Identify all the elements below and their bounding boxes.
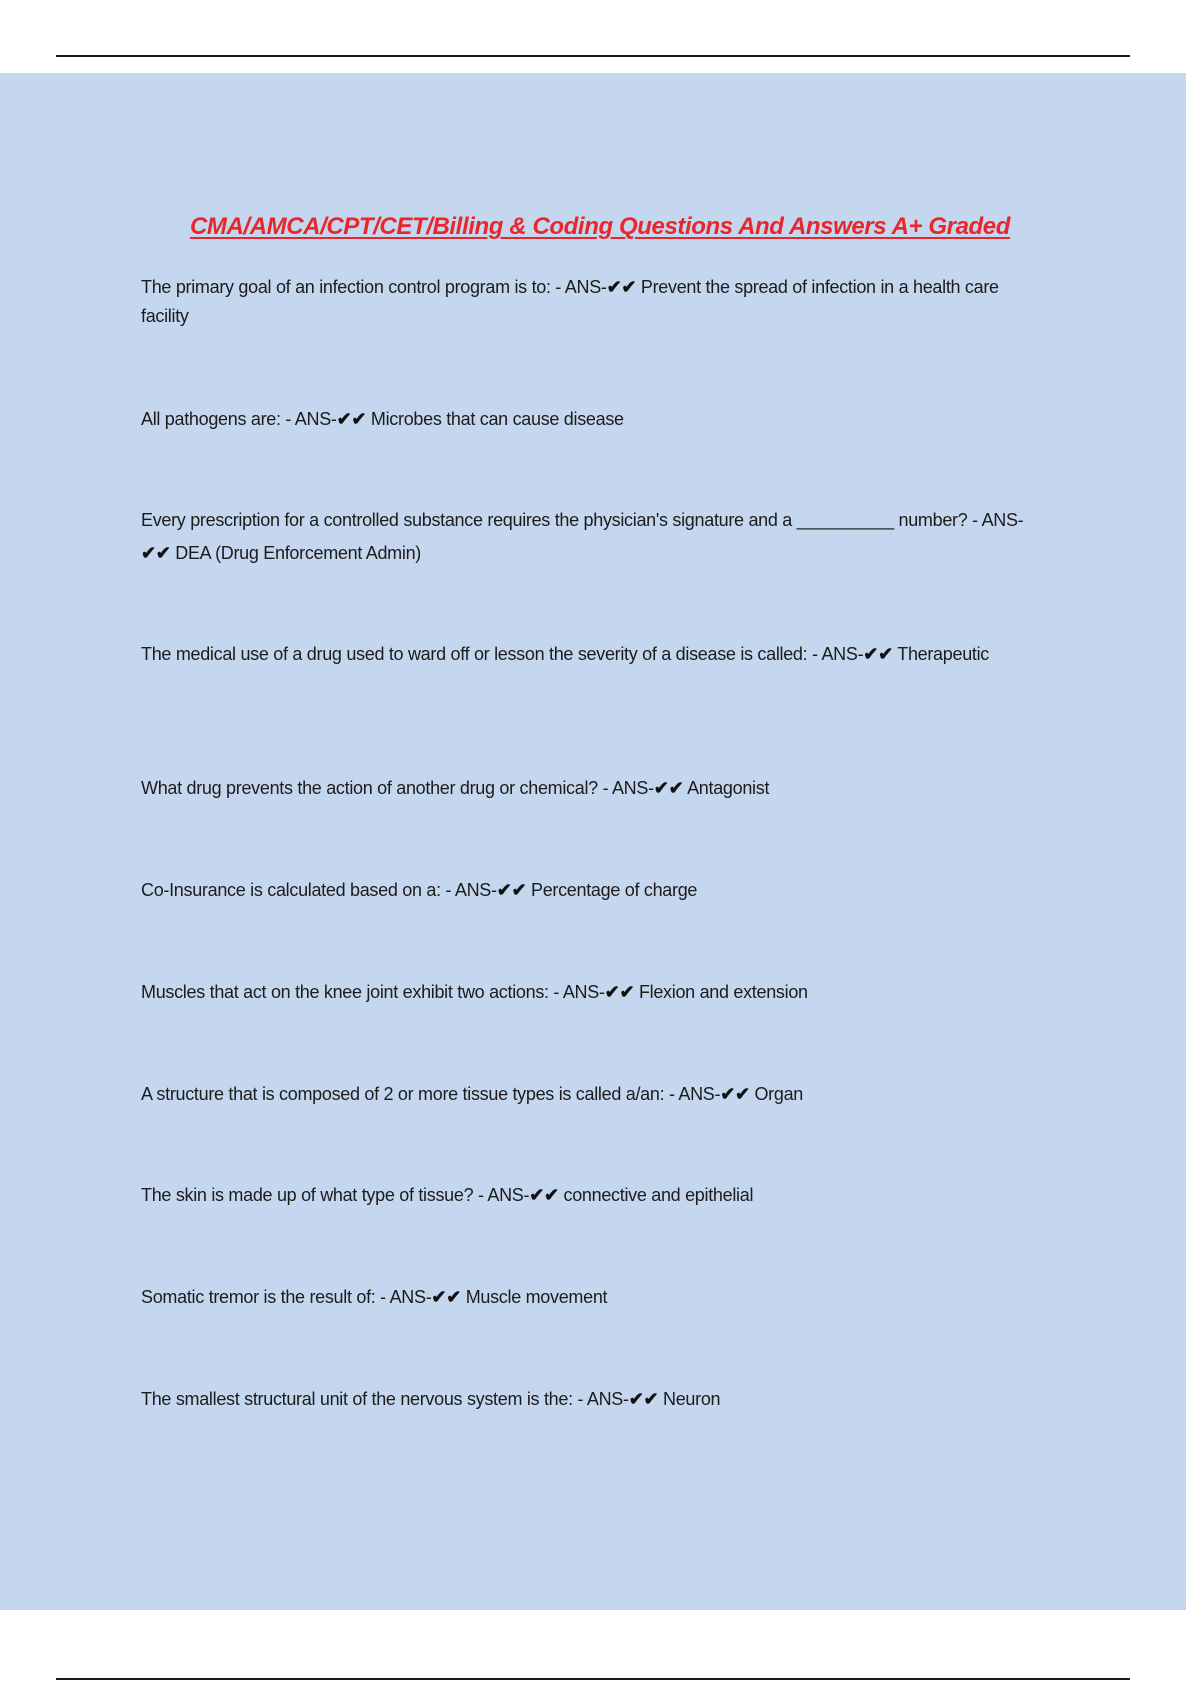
qa-item [141,1181,1041,1210]
check-icon: ✔✔ [720,1084,750,1104]
answer-text: Flexion and extension [638,982,808,1002]
check-icon: ✔✔ [606,277,637,297]
qa-item [141,978,1041,1007]
answer-marker: - ANS- [967,510,1024,530]
qa-item [141,1283,1041,1312]
question-text: The skin is made up of what type of tissue? [141,1185,474,1205]
answer-marker: - ANS- [664,1084,721,1104]
qa-item [141,1385,1041,1414]
answer-marker: - ANS- [375,1287,432,1307]
qa-item [141,405,1041,434]
question-text: Co-Insurance is calculated based on a: [141,880,441,900]
qa-item [141,876,1041,905]
answer-text: Percentage of charge [531,880,698,900]
question-text: The medical use of a drug used to ward off or lesson the severity of a disease is called: [141,644,808,664]
answer-text: Muscle movement [465,1287,608,1307]
answer-marker: - ANS- [473,1185,530,1205]
top-rule [56,55,1130,57]
answer-text: connective and epithelial [563,1185,754,1205]
qa-item [141,273,1041,331]
question-text: All pathogens are: [141,409,281,429]
answer-marker: - ANS- [597,778,654,798]
question-text: Muscles that act on the knee joint exhibit two actions: [141,982,549,1002]
check-icon: ✔✔ [141,543,171,563]
answer-marker: - ANS- [280,409,337,429]
bottom-rule [56,1678,1130,1680]
question-text: A structure that is composed of 2 or more tissue types is called a/an: [141,1084,665,1104]
question-text: What drug prevents the action of another drug or chemical? [141,778,598,798]
answer-marker: - ANS- [440,880,497,900]
question-text: Somatic tremor is the result of: [141,1287,376,1307]
answer-text: Therapeutic [897,644,990,664]
answer-text: Prevent the spread of infection in a health care facility [141,277,999,326]
answer-marker: - ANS- [550,277,607,297]
check-icon: ✔✔ [863,644,893,664]
check-icon: ✔✔ [653,778,684,798]
check-icon: ✔✔ [336,409,367,429]
answer-marker: - ANS- [548,982,605,1002]
answer-text: Microbes that can cause disease [370,409,624,429]
answer-marker: - ANS- [807,644,864,664]
qa-item [141,639,1041,670]
check-icon: ✔✔ [431,1287,461,1307]
question-text: The smallest structural unit of the nervous system is the: [141,1389,573,1409]
answer-text: Neuron [663,1389,721,1409]
question-text: The primary goal of an infection control program is to: [141,277,551,297]
check-icon: ✔✔ [628,1389,659,1409]
question-text: Every prescription for a controlled substance requires the physician's signature and a __________ number? [141,510,968,530]
qa-item [141,774,1041,803]
document-title: CMA/AMCA/CPT/CET/Billing & Coding Questions And Answers A+ Graded [189,213,1011,240]
qa-item [141,504,1041,570]
answer-marker: - ANS- [572,1389,629,1409]
answer-text: Organ [754,1084,803,1104]
qa-item [141,1080,1041,1109]
check-icon: ✔✔ [604,982,635,1002]
check-icon: ✔✔ [496,880,527,900]
answer-text: Antagonist [687,778,770,798]
check-icon: ✔✔ [529,1185,559,1205]
answer-text: DEA (Drug Enforcement Admin) [175,543,421,563]
